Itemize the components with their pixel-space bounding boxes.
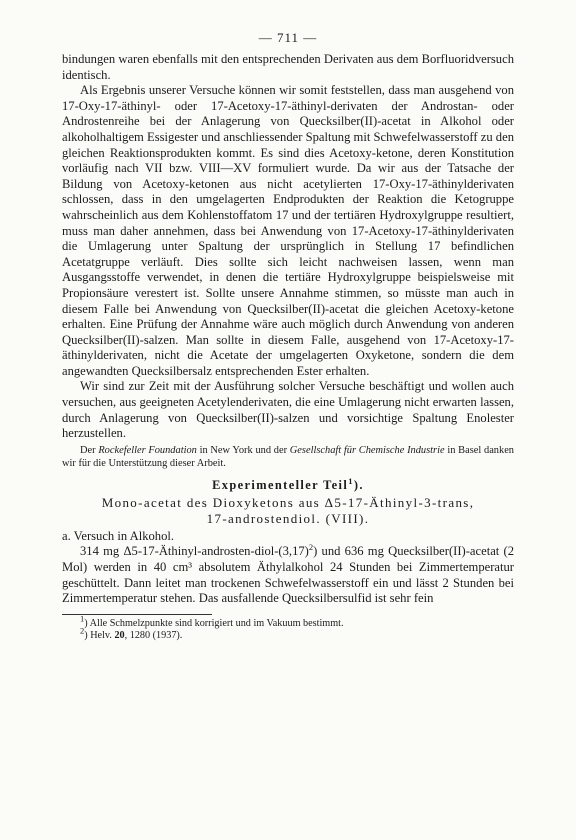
footnote-2-volume: 20 xyxy=(114,630,125,642)
paragraph-outlook: Wir sind zur Zeit mit der Ausführung solcher Versuche beschäftigt und wollen auch versuchen, aus geeigneten Acetylenderivaten, die eine Umlagerung nicht erwarten lassen, durch Anlagerung von Quecksilber(II)-salzen und vorsichtige Spaltung Enolester herzustellen. xyxy=(62,379,514,441)
footnote-2 xyxy=(62,626,514,643)
subsection-heading: a. Versuch in Alkohol. xyxy=(62,528,175,543)
footnote-2-text-a: ) Helv. xyxy=(84,630,115,642)
footnote-1-text: ) Alle Schmelzpunkte sind korrigiert und im Vakuum bestimmt. xyxy=(84,617,344,629)
paragraph-procedure xyxy=(62,544,514,606)
main-text xyxy=(62,52,514,442)
compound-title-line-1: Mono-acetat des Dioxyketons aus Δ5-17-Äthinyl-3-trans, xyxy=(101,494,475,510)
footnote-rule xyxy=(62,614,212,615)
paragraph-continuation: bindungen waren ebenfalls mit den entsprechenden Derivaten aus dem Borfluoridversuch identisch. xyxy=(62,52,514,82)
footnote-2-num: 2 xyxy=(80,626,85,637)
footnote-2-text-b: , 1280 (1937). xyxy=(124,630,183,642)
compound-title xyxy=(62,495,514,527)
ack-org-gesellschaft: Gesellschaft für Chemische Industrie xyxy=(289,444,445,456)
compound-title-line-2: 17-androstendiol. (VIII). xyxy=(206,510,370,526)
ack-tail: in Basel danken wir für die Unterstützung dieser Arbeit. xyxy=(62,444,515,469)
footnote-marker-1: 1 xyxy=(348,475,354,486)
footnote-1-num: 1 xyxy=(80,613,85,624)
ack-lead: Der xyxy=(80,444,96,456)
ack-mid: in New York und der xyxy=(199,444,288,456)
experimental-text xyxy=(62,544,514,606)
paragraph-results: Als Ergebnis unserer Versuche können wir somit feststellen, dass man ausgehend von 17-Oxy-17-äthinyl- oder 17-Acetoxy-17-äthinyl-derivaten der Androstan- oder Androstenreihe bei der Anlagerung von Quecksilber(II)-acetat in Alkohol oder alkoholhaltigem Essigester und anschliessender Spaltung mit Schwefelwasserstoff zu den gleichen Reaktionsprodukten kommt. Es sind dies Acetoxy-ketone, deren Konstitution vorläufig nach VII bzw. VIII—XV formuliert wurde. Da wir aus der Tatsache der Bildung von Acetoxy-ketonen aus nicht acetylierten 17-Oxy-17-äthinylderivaten schlossen, dass in den umgelagerten Endprodukten der Reaktion die Ketogruppe wahrscheinlich aus dem Kohlenstoffatom 17 und der tertiären Hydroxylgruppe resultiert, muss man daher annehmen, dass bei Anwendung von 17-Acetoxy-17-äthinylderivaten die Umlagerung unter Spaltung der ursprünglich in Stellung 17 befindlichen Acetatgruppe verläuft. Dies sollte sich leicht nachweisen lassen, wenn man Ausgangsstoffe verwendet, in denen die tertiäre Hydroxylgruppe beispielsweise mit Propionsäure verestert ist. Sollte unsere Annahme stimmen, so müsste man auch in diesem Falle bei Anwendung von Quecksilber(II)-acetat die gleichen Acetoxy-ketone erhalten. Eine Prüfung der Annahme wäre auch möglich durch Anwendung von anderen Quecksilber(II)-salzen. Man sollte in diesem Falle, ausgehend von 17-Acetoxy-17-äthinylderivaten, nicht die Acetate der umgelagerten Oxyketone, sondern die dem angewandten Quecksilbersalz entsprechenden Ester erhalten. xyxy=(62,83,514,378)
ack-org-rockefeller: Rockefeller Foundation xyxy=(98,444,197,456)
procedure-text-a: 314 mg Δ5-17-Äthinyl-androsten-diol-(3,17) xyxy=(80,544,309,559)
section-heading xyxy=(62,475,514,493)
footnote-marker-2: 2 xyxy=(308,542,314,553)
page-number: — 711 — xyxy=(258,30,318,45)
footnote-1 xyxy=(62,613,514,631)
acknowledgement xyxy=(62,444,514,470)
procedure-text-b: ) und 636 mg Quecksilber(II)-acetat (2 Mol) werden in 40 cm³ absolutem Äthylalkohol 24 Stunden bei Zimmertemperatur geschüttelt. Dann leitet man trockenen Schwefelwasserstoff ein und lässt 2 Stunden bei Zimmertemperatur stehen. Das ausfallende Quecksilbersulfid ist sehr fein xyxy=(62,544,515,606)
section-heading-text: Experimenteller Teil xyxy=(212,477,349,492)
section-heading-end: ). xyxy=(353,477,364,492)
